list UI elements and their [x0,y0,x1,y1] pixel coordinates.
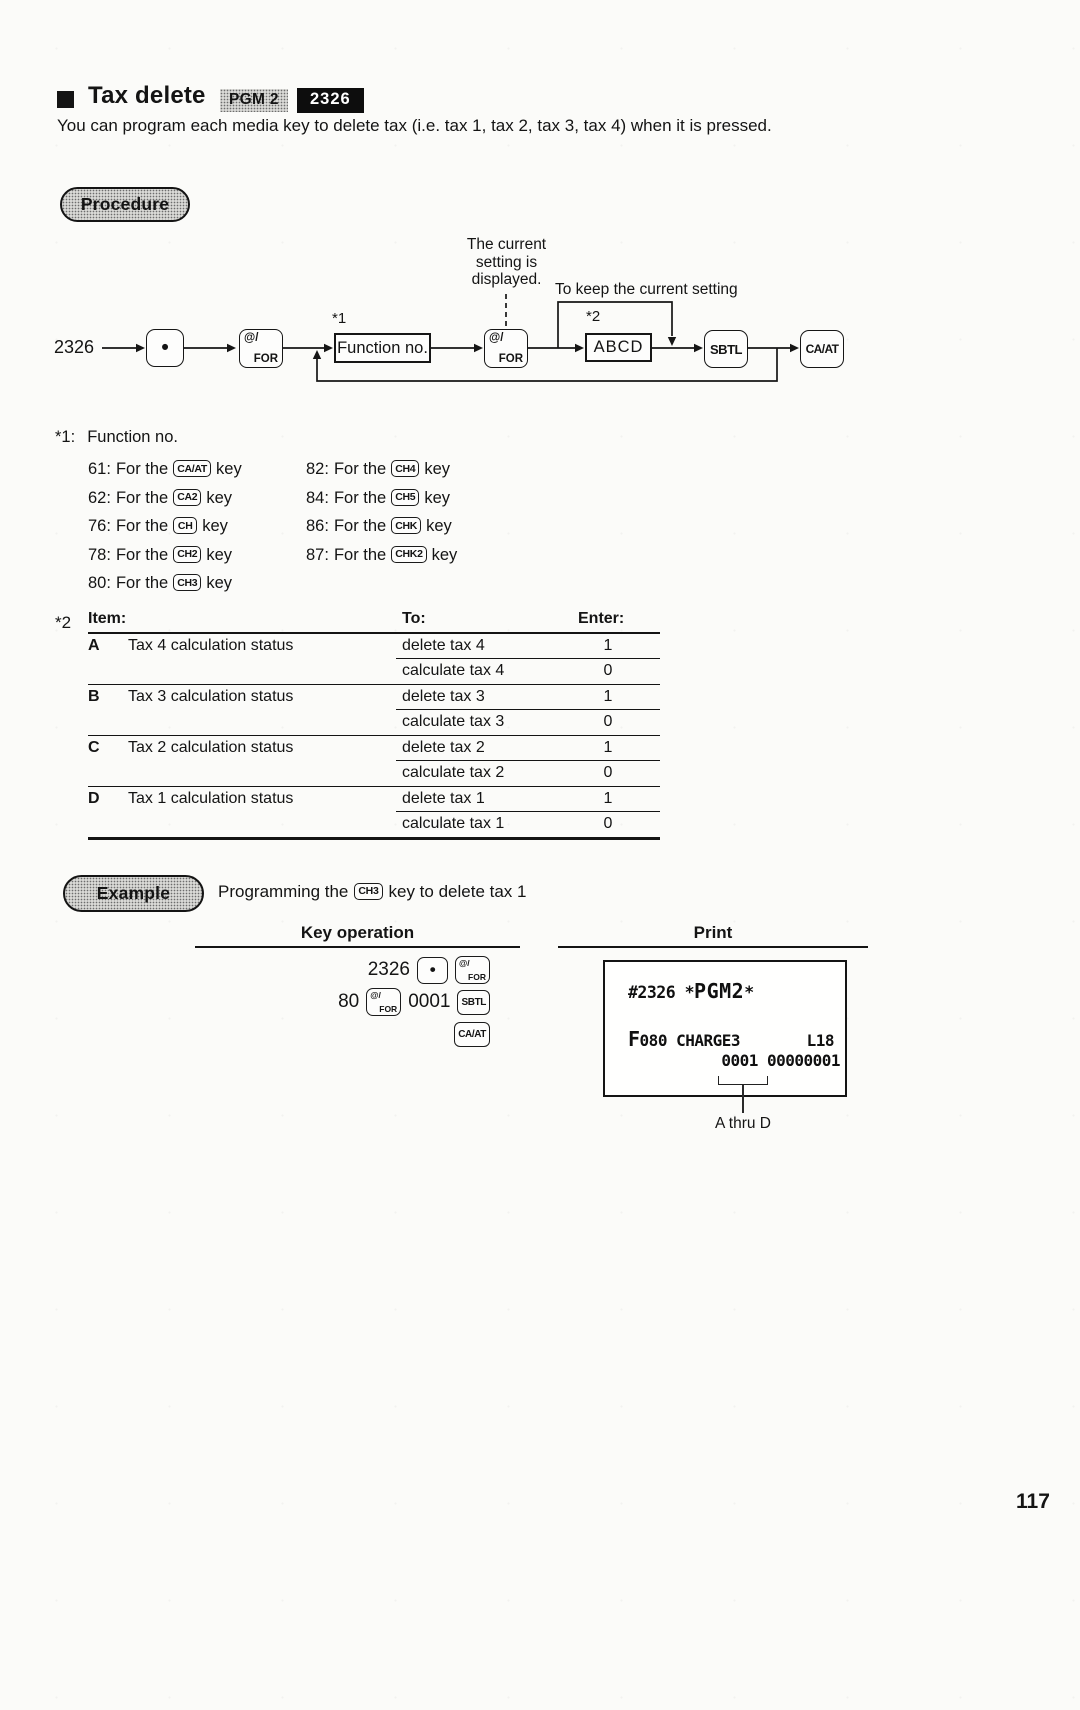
receipt-function-line [628,1027,834,1051]
function-number-row [88,489,695,508]
fn-number: 61: [88,460,111,478]
list-ref-mark: *1: [55,428,76,446]
receipt-function-label [628,1027,740,1051]
group-letter: C [88,739,100,756]
option-to: delete tax 2 [396,736,556,761]
option-enter: 1 [556,736,660,761]
page-number: 117 [1016,1490,1050,1513]
fn-text: For the [333,545,387,564]
fn-text: For the [115,488,169,507]
col-header-to: To: [402,610,426,627]
note-keep-setting: To keep the current setting [555,281,738,298]
fn-text: For the [115,460,169,478]
fn-text: key [202,517,228,535]
key-cap-ch3: CH3 [354,883,382,900]
fn-text: For the [115,517,169,535]
function-number-row [88,517,695,536]
option-to: delete tax 1 [396,787,556,812]
option-to: delete tax 3 [396,685,556,710]
receipt-function-code: 080 CHARGE3 [639,1031,741,1050]
at-for-key-label: @/ [244,332,259,344]
fn-text: key [431,545,458,564]
key-cap-ch2: CH2 [173,546,201,563]
section-title: Tax delete [88,82,206,109]
receipt-limit: L18 [806,1031,834,1050]
section-bullet-icon [57,91,74,108]
fn-text: key [426,517,452,535]
print-rule [558,946,868,948]
fn-text: key [206,545,233,564]
note-line: displayed. [471,271,542,288]
entry-code: 2326 [54,337,95,357]
group-item: Tax 4 calculation status [128,637,294,654]
fn-text: For the [333,517,387,535]
fn-text: For the [333,488,387,507]
at-for-key-label: FOR [379,1004,398,1014]
group-letter: A [88,637,100,654]
key-operation-sequence [270,956,490,1048]
key-cap-chk2: CHK2 [391,546,426,563]
print-header: Print [693,923,733,942]
at-for-key-label: @/ [459,958,470,968]
col-header-item: Item: [88,610,127,627]
group-letter: D [88,790,100,807]
entry-value: 2326 [367,959,410,980]
group-letter: B [88,688,100,705]
key-cap-chk: CHK [391,517,421,534]
key-operation-header: Key operation [300,923,415,942]
intro-text: You can program each media key to delete tax (i.e. tax 1, tax 2, tax 3, tax 4) when it is pressed. [57,116,772,135]
note-line: setting is [475,253,538,271]
key-cap-ch: CH [173,517,197,534]
option-enter: 1 [556,634,660,659]
table-group-d [88,787,660,840]
group-item: Tax 1 calculation status [128,790,294,807]
ref-mark-1: *1 [332,310,347,327]
at-for-key-label: FOR [468,972,486,982]
fn-text: key [206,488,233,507]
group-item: Tax 2 calculation status [128,739,294,756]
decimal-point-key: • [146,329,184,367]
fn-number: 80: [88,574,111,592]
keyop-line-2 [270,988,490,1016]
function-number-row [88,460,695,479]
receipt-mode: PGM2 [694,979,745,1003]
fn-text: For the [333,460,387,478]
option-enter: 0 [603,662,613,679]
sbtl-key: SBTL [457,990,490,1015]
abcd-box: ABCD [585,333,652,362]
receipt-star: * [744,983,754,1002]
entry-value: 0001 [408,991,451,1012]
procedure-flow-diagram [40,230,1040,395]
group-item: Tax 3 calculation status [128,688,294,705]
key-cap-ch4: CH4 [391,460,419,477]
at-for-key [455,956,490,984]
receipt-f-prefix: F [628,1027,640,1051]
entry-value: 80 [338,991,360,1012]
function-number-row [88,574,695,593]
key-cap-ch5: CH5 [391,489,419,506]
key-operation-rule [195,946,520,948]
key-cap-caat: CA/AT [173,460,211,477]
fn-number: 76: [88,517,111,535]
status-table [88,610,660,840]
at-for-key-label: FOR [253,353,278,365]
function-no-box: Function no. [334,333,431,363]
sbtl-key: SBTL [704,330,748,368]
receipt-status-line [721,1051,840,1070]
example-badge: Example [63,875,204,912]
example-text: Programming the [218,882,349,901]
fn-text: key [216,460,242,478]
procedure-badge: Procedure [60,187,190,222]
option-to: delete tax 4 [396,634,556,659]
fn-number: 86: [306,517,329,535]
fn-number: 87: [306,545,329,564]
underbrace-pointer-line [742,1085,744,1113]
fn-number: 82: [306,460,329,478]
receipt-status-value: 00000001 [766,1051,840,1070]
at-for-key-label: @/ [370,990,381,1000]
fn-number: 62: [88,488,111,507]
table-header-row [88,610,660,634]
at-for-key [484,329,528,368]
table-group-c [88,736,660,787]
ca-at-key: CA/AT [800,330,844,368]
option-enter: 1 [556,787,660,812]
ca-at-key: CA/AT [454,1022,490,1047]
option-to: calculate tax 3 [402,713,505,730]
option-to: calculate tax 4 [402,662,505,679]
underbrace [718,1076,768,1085]
example-description [218,882,526,902]
receipt-job-code: #2326 [628,983,685,1002]
key-cap-ch3: CH3 [173,574,201,591]
note-line: The current [466,236,547,253]
example-text: key to delete tax 1 [388,882,527,901]
receipt-annotation: A thru D [715,1115,771,1132]
option-to: calculate tax 1 [402,815,505,832]
fn-text: For the [115,574,169,592]
at-for-key-label: @/ [489,332,504,344]
table-ref-mark: *2 [55,613,72,632]
receipt-header-line [628,979,754,1003]
ref-mark-2: *2 [586,308,601,325]
table-group-a [88,634,660,685]
job-code-badge: 2326 [297,88,364,113]
option-to: calculate tax 2 [402,764,505,781]
fn-text: key [424,488,451,507]
option-enter: 0 [603,815,613,832]
function-number-row [88,546,695,565]
fn-text: key [424,460,451,478]
function-number-list [55,428,695,603]
fn-text: key [206,574,233,592]
list-title: Function no. [87,428,178,446]
keyop-line-1 [270,956,490,984]
key-cap-ca2: CA2 [173,489,201,506]
keyop-line-3 [270,1020,490,1048]
option-enter: 1 [556,685,660,710]
at-for-key-label: FOR [498,353,523,365]
receipt-abcd-value: 0001 [721,1051,758,1070]
mode-badge: PGM 2 [220,89,288,112]
receipt-star: * [684,983,695,1002]
fn-number: 84: [306,488,329,507]
fn-number: 78: [88,545,111,564]
option-enter: 0 [603,713,613,730]
at-for-key [366,988,401,1016]
fn-text: For the [115,545,169,564]
at-for-key [239,329,283,368]
col-header-enter: Enter: [578,610,625,627]
option-enter: 0 [603,764,613,781]
table-group-b [88,685,660,736]
decimal-point-key: • [417,957,448,984]
